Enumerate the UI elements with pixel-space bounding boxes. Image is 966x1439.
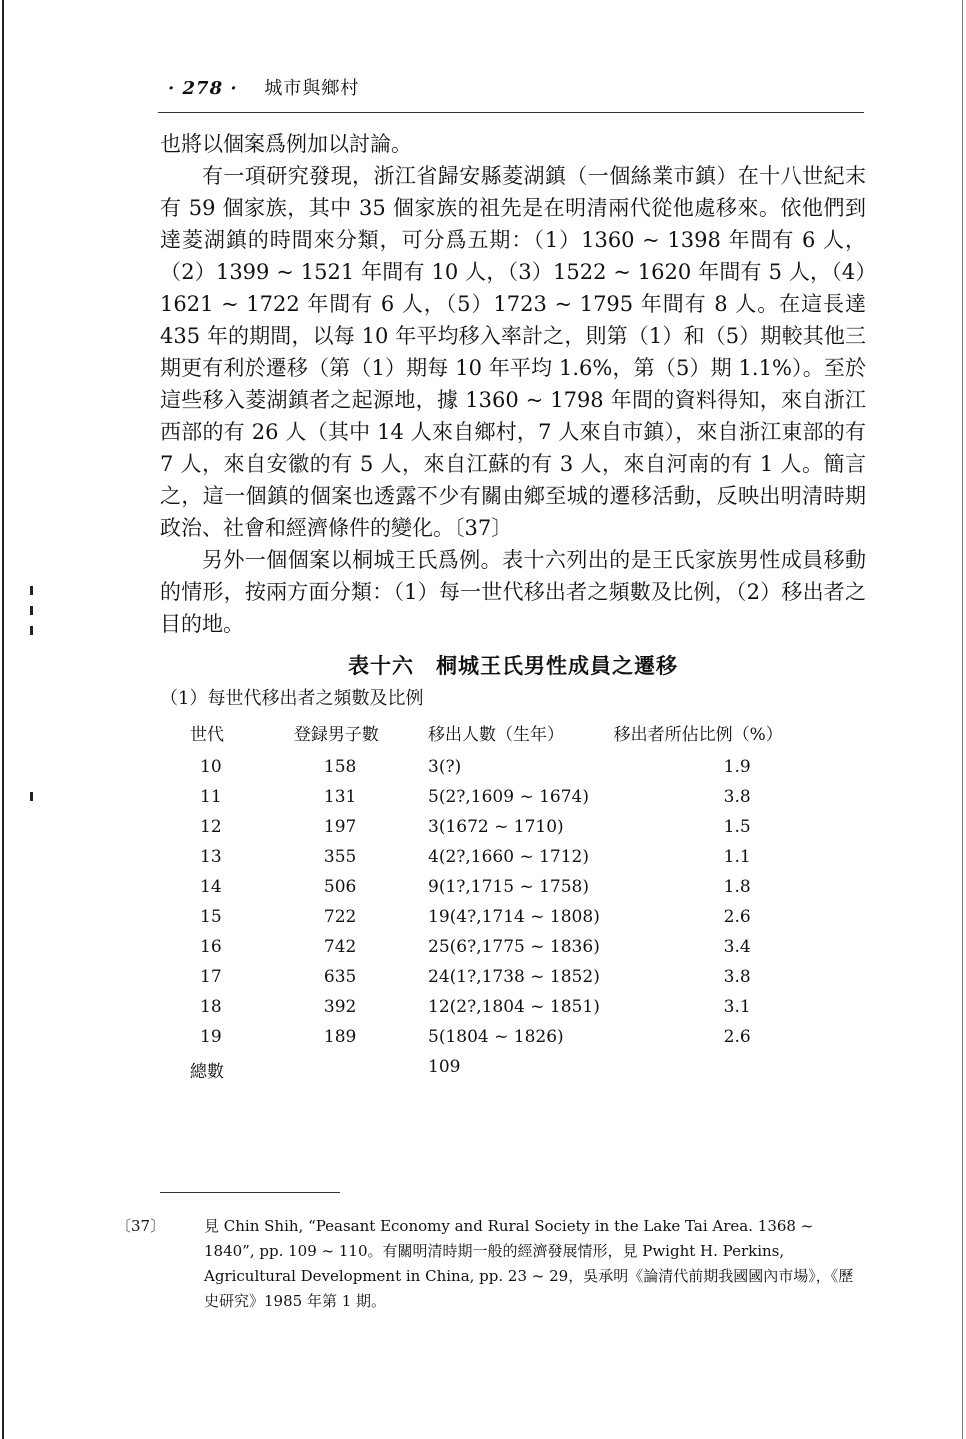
- table-row: [160, 847, 866, 877]
- cell-empty: [614, 1057, 866, 1087]
- cell-proportion: 1.1: [723, 847, 751, 867]
- table-row: [160, 1027, 866, 1057]
- page-edge-right: [962, 0, 963, 1439]
- footnote-number: 〔37〕: [116, 1217, 166, 1235]
- cell-proportion: 2.6: [723, 907, 751, 927]
- cell-emigrants: 25(6?,1775 ~ 1836): [428, 937, 600, 957]
- cell-registered: 131: [323, 787, 357, 807]
- column-header-proportion: 移出者所佔比例（%）: [613, 725, 783, 745]
- cell-registered: 722: [323, 907, 357, 927]
- table-row: [160, 967, 866, 997]
- header-rule: [158, 112, 864, 113]
- cell-proportion: 3.8: [723, 967, 751, 987]
- running-header: [160, 74, 359, 100]
- column-header-registered-males: 登録男子數: [293, 725, 379, 745]
- table-total-row: [160, 1057, 866, 1087]
- cell-proportion: 1.9: [723, 757, 751, 777]
- cell-emigrants: 9(1?,1715 ~ 1758): [428, 877, 590, 897]
- migration-table: [160, 720, 866, 1087]
- table-row: [160, 877, 866, 907]
- table-row: [160, 787, 866, 817]
- cell-emigrants: 12(2?,1804 ~ 1851): [428, 997, 600, 1017]
- cell-proportion: 3.8: [723, 787, 751, 807]
- table-row: [160, 757, 866, 787]
- table-row: [160, 937, 866, 967]
- cell-generation: 19: [200, 1027, 222, 1047]
- cell-generation: 11: [200, 787, 222, 807]
- footnote-rule: [160, 1192, 340, 1193]
- paragraph: 另外一個個案以桐城王氏爲例。表十六列出的是王氏家族男性成員移動的情形，按兩方面分類：（1）每一世代移出者之頻數及比例，（2）移出者之目的地。: [160, 548, 866, 636]
- cell-generation: 12: [200, 817, 222, 837]
- cell-emigrants: 3(?): [428, 757, 462, 777]
- cell-emigrants: 3(1672 ~ 1710): [428, 817, 564, 837]
- paragraph: 有一項研究發現，浙江省歸安縣菱湖鎮（一個絲業市鎮）在十八世紀末有 59 個家族，其中 35 個家族的祖先是在明清兩代從他處移來。依他們到達菱湖鎮的時間來分類，可分爲五期：（1）1360 ~ 1398 年間有 6 人，（2）1399 ~ 1521 年間有 10 人，（3）1522 ~ 1620 年間有 5 人，（4）1621 ~ 1722 年間有 6 人，（5）1723 ~ 1795 年間有 8 人。在這長達 435 年的期間，以每 10 年平均移入率計之，則第（1）和（5）期較其他三期更有利於遷移（第（1）期每 10 年平均 1.6%，第（5）期 1.1%）。至於這些移入菱湖鎮者之起源地，據 1360 ~ 1798 年間的資料得知，來自浙江西部的有 26 人（其中 14 人來自鄉村，7 人來自市鎮），來自浙江東部的有 7 人，來自安徽的有 5 人，來自江蘇的有 3 人，來自河南的有 1 人。簡言之，這一個鎮的個案也透露不少有關由鄉至城的遷移活動，反映出明清時期政治、社會和經濟條件的變化。〔37〕: [160, 164, 866, 540]
- cell-registered: 158: [323, 757, 357, 777]
- cell-registered: 742: [323, 937, 357, 957]
- cell-generation: 10: [200, 757, 222, 777]
- column-header-emigrants: 移出人數（生年）: [428, 725, 565, 745]
- table-title: 表十六 桐城王氏男性成員之遷移: [348, 653, 678, 678]
- column-header-generation: 世代: [190, 725, 224, 745]
- table-header-row: [160, 720, 866, 757]
- cell-emigrants: 24(1?,1738 ~ 1852): [428, 967, 600, 987]
- footnote-text: 見 Chin Shih, “Peasant Economy and Rural Society in the Lake Tai Area. 1368 ~ 1840”, pp. 109 ~ 110。有關明清時期一般的經濟發展情形，見 Pwight H. Perkins, Agricultural Development in China, pp. 23 ~ 29，吳承明《論清代前期我國國內市場》，《歷史研究》1985 年第 1 期。: [204, 1217, 854, 1310]
- cell-emigrants: 4(2?,1660 ~ 1712): [428, 847, 590, 867]
- cell-emigrants: 5(1804 ~ 1826): [428, 1027, 564, 1047]
- main-text: [160, 128, 866, 1087]
- table-row: [160, 817, 866, 847]
- cell-registered: 392: [323, 997, 357, 1017]
- cell-generation: 16: [200, 937, 222, 957]
- cell-generation: 18: [200, 997, 222, 1017]
- scan-mark: [30, 586, 33, 595]
- cell-generation: 13: [200, 847, 222, 867]
- cell-generation: 14: [200, 877, 222, 897]
- cell-registered: 197: [323, 817, 357, 837]
- page-number: · 278 ·: [168, 78, 238, 99]
- scan-mark: [30, 606, 33, 615]
- page-edge-left: [2, 0, 4, 1439]
- table-row: [160, 997, 866, 1027]
- cell-proportion: 1.8: [723, 877, 751, 897]
- table-subtitle: （1）每世代移出者之頻數及比例: [160, 688, 424, 709]
- cell-generation: 15: [200, 907, 222, 927]
- cell-registered: 189: [323, 1027, 357, 1047]
- scan-mark: [30, 626, 33, 635]
- cell-emigrants: 19(4?,1714 ~ 1808): [428, 907, 600, 927]
- cell-proportion: 1.5: [723, 817, 751, 837]
- cell-registered: 635: [323, 967, 357, 987]
- cell-total-label: 總數: [190, 1062, 224, 1082]
- cell-empty: [294, 1057, 428, 1087]
- cell-generation: 17: [200, 967, 222, 987]
- cell-registered: 355: [323, 847, 357, 867]
- cell-total-value: 109: [428, 1057, 461, 1077]
- cell-emigrants: 5(2?,1609 ~ 1674): [428, 787, 590, 807]
- cell-proportion: 3.1: [723, 997, 751, 1017]
- running-title: 城市與鄉村: [264, 78, 360, 99]
- cell-registered: 506: [323, 877, 357, 897]
- cell-proportion: 2.6: [723, 1027, 751, 1047]
- table-row: [160, 907, 866, 937]
- cell-proportion: 3.4: [723, 937, 751, 957]
- paragraph: 也將以個案爲例加以討論。: [160, 132, 412, 156]
- scan-mark: [30, 792, 33, 801]
- footnote: [116, 1214, 866, 1314]
